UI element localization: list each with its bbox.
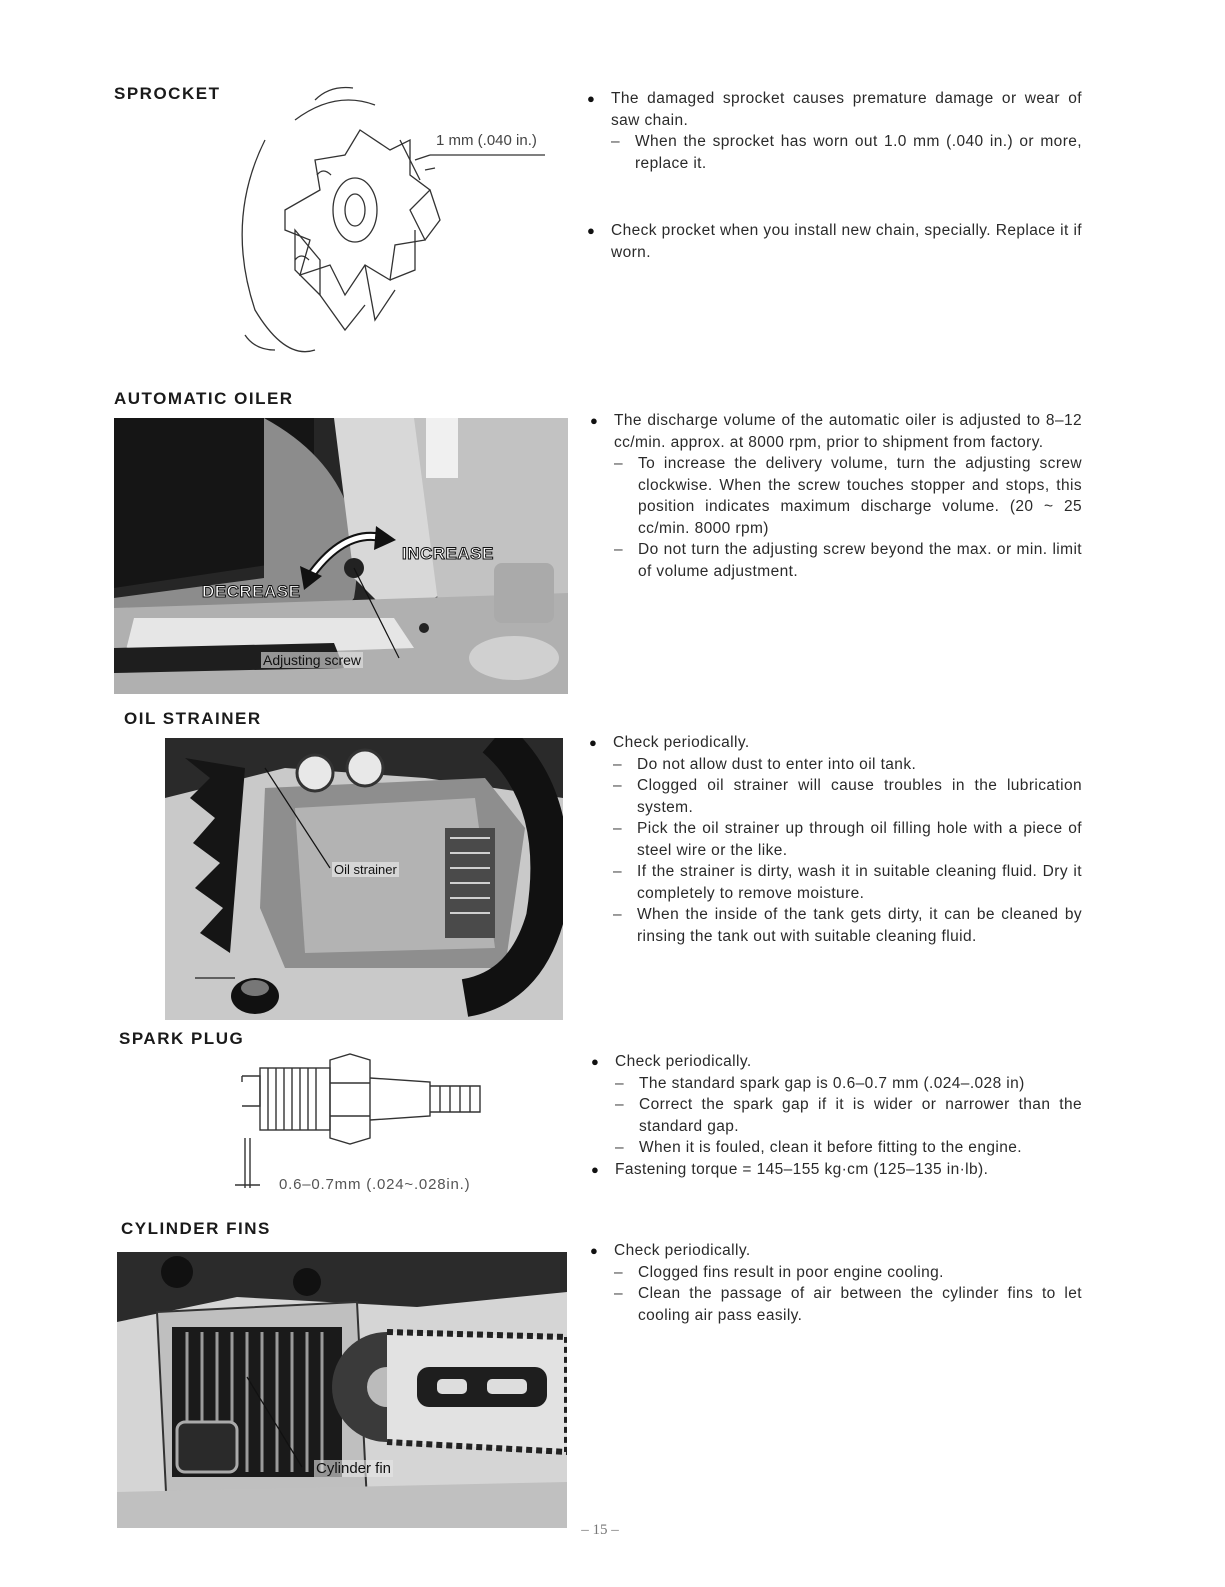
sub-text: Clean the passage of air between the cylinder fins to let cooling air pass easily. — [638, 1285, 1082, 1324]
bullet-item — [587, 220, 1082, 263]
bullet-item — [591, 1051, 1082, 1073]
decrease-label: DECREASE — [202, 582, 301, 601]
sub-text: Clogged oil strainer will cause troubles in the lubrication system. — [637, 777, 1082, 816]
sub-item — [589, 861, 1082, 904]
oil-strainer-photo — [165, 738, 563, 1020]
spark-plug-text — [591, 1051, 1082, 1180]
sub-text: The standard spark gap is 0.6–0.7 mm (.024–.028 in) — [639, 1074, 1025, 1092]
bullet-text: Check periodically. — [613, 734, 750, 751]
sub-item — [591, 1094, 1082, 1137]
increase-label: INCREASE — [402, 544, 494, 563]
sub-text: When it is fouled, clean it before fitting to the engine. — [639, 1139, 1022, 1156]
section-title-spark-plug: SPARK PLUG — [119, 1029, 245, 1048]
bullet-item — [591, 1159, 1082, 1181]
sub-text: To increase the delivery volume, turn the adjusting screw clockwise. When the screw touches stopper and stops, this position indicates maximum discharge volume. (20 ~ 25 cc/min. 8000 rpm) — [638, 455, 1082, 537]
bullet-item — [590, 410, 1082, 453]
sub-item — [590, 1262, 1082, 1284]
sub-item — [591, 1137, 1082, 1159]
bullet-item — [589, 732, 1082, 754]
sub-item — [590, 1283, 1082, 1326]
sub-item — [590, 539, 1082, 582]
sub-text: Do not allow dust to enter into oil tank. — [637, 755, 917, 773]
cylinder-fins-photo — [117, 1252, 567, 1528]
sprocket-diagram — [225, 80, 565, 370]
sub-text: When the sprocket has worn out 1.0 mm (.040 in.) or more, replace it. — [635, 133, 1082, 172]
sub-item — [589, 904, 1082, 947]
bullet-item — [590, 1240, 1082, 1262]
bullet-text: The damaged sprocket causes premature damage or wear of saw chain. — [611, 90, 1082, 129]
section-title-oil-strainer: OIL STRAINER — [124, 709, 262, 728]
section-title-automatic-oiler: AUTOMATIC OILER — [114, 389, 294, 408]
sub-item — [589, 754, 1082, 776]
bullet-text: The discharge volume of the automatic oiler is adjusted to 8–12 cc/min. approx. at 8000 rpm, prior to shipment from factory. — [614, 412, 1082, 451]
sub-text: Do not turn the adjusting screw beyond the max. or min. limit of volume adjustment. — [638, 541, 1082, 580]
page-number: – 15 – — [581, 1522, 619, 1538]
sprocket-wear-dimension-label: 1 mm (.040 in.) — [436, 132, 537, 149]
cylinder-fin-label: Cylinder fin — [316, 1460, 392, 1477]
sub-text: When the inside of the tank gets dirty, it can be cleaned by rinsing the tank out with suitable cleaning fluid. — [637, 906, 1082, 945]
sub-text: Pick the oil strainer up through oil filling hole with a piece of steel wire or the like. — [637, 820, 1082, 859]
oil-strainer-text — [589, 732, 1082, 947]
sub-item — [590, 453, 1082, 539]
bullet-item — [587, 88, 1082, 131]
bullet-text: Check periodically. — [614, 1242, 751, 1259]
sub-text: Correct the spark gap if it is wider or narrower than the standard gap. — [639, 1096, 1082, 1135]
bullet-text: Check periodically. — [615, 1053, 752, 1070]
sprocket-text — [587, 88, 1082, 263]
oil-strainer-label: Oil strainer — [334, 862, 397, 877]
section-title-sprocket: SPROCKET — [114, 84, 221, 103]
sub-item — [589, 818, 1082, 861]
bullet-text: Fastening torque = 145–155 kg·cm (125–135 in·lb). — [615, 1160, 989, 1178]
sub-item — [589, 775, 1082, 818]
sub-text: Clogged fins result in poor engine cooling. — [638, 1263, 944, 1281]
sub-item — [587, 131, 1082, 174]
section-title-cylinder-fins: CYLINDER FINS — [121, 1219, 271, 1238]
spark-gap-label: 0.6–0.7mm (.024~.028in.) — [279, 1176, 471, 1193]
sub-item — [591, 1073, 1082, 1095]
cylinder-fins-text — [590, 1240, 1082, 1326]
sub-text: If the strainer is dirty, wash it in suitable cleaning fluid. Dry it completely to remove moisture. — [637, 863, 1082, 902]
automatic-oiler-text — [590, 410, 1082, 582]
bullet-text: Check procket when you install new chain, specially. Replace it if worn. — [611, 222, 1082, 261]
adjusting-screw-label: Adjusting screw — [263, 652, 362, 668]
